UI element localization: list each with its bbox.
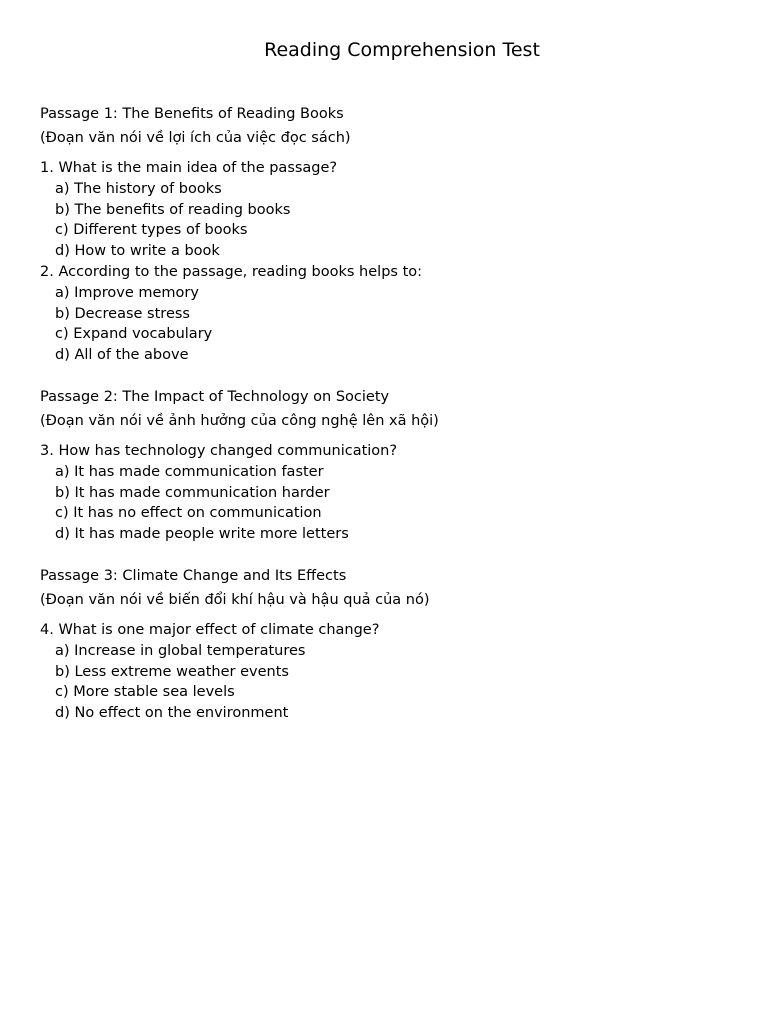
answer-option: a) The history of books <box>55 180 222 197</box>
passage-3 <box>40 564 740 724</box>
answer-option: d) How to write a book <box>55 243 220 260</box>
answer-option: c) More stable sea levels <box>55 684 235 701</box>
answer-option: b) The benefits of reading books <box>55 201 291 218</box>
passage-note: (Đoạn văn nói về biến đổi khí hậu và hậu quả của nó) <box>40 592 430 608</box>
question-list <box>40 158 740 366</box>
passage-2 <box>40 385 740 545</box>
answer-option: a) Improve memory <box>55 284 199 301</box>
answer-option: d) All of the above <box>55 347 189 364</box>
question-list <box>40 620 740 724</box>
page-title: Reading Comprehension Test <box>264 39 540 61</box>
answer-option: b) Less extreme weather events <box>55 663 289 680</box>
passage-note: (Đoạn văn nói về ảnh hưởng của công nghệ lên xã hội) <box>40 413 439 429</box>
passage-heading: Passage 2: The Impact of Technology on Society <box>40 389 390 405</box>
answer-option: a) Increase in global temperatures <box>55 642 306 659</box>
answer-option: b) Decrease stress <box>55 305 190 322</box>
answer-option: b) It has made communication harder <box>55 484 330 501</box>
answer-option: d) No effect on the environment <box>55 705 289 722</box>
answer-option: c) Expand vocabulary <box>55 326 213 343</box>
question-3: 3. How has technology changed communication? <box>40 443 398 459</box>
answer-option: a) It has made communication faster <box>55 463 324 480</box>
passage-note: (Đoạn văn nói về lợi ích của việc đọc sách) <box>40 130 351 146</box>
answer-option: c) Different types of books <box>55 222 248 239</box>
answer-option: d) It has made people write more letters <box>55 526 349 543</box>
passage-heading: Passage 3: Climate Change and Its Effects <box>40 568 347 584</box>
question-2: 2. According to the passage, reading books helps to: <box>40 263 423 280</box>
question-4: 4. What is one major effect of climate change? <box>40 622 380 638</box>
question-list <box>40 441 740 545</box>
answer-option: c) It has no effect on communication <box>55 505 322 522</box>
passage-1 <box>40 102 740 366</box>
passage-heading: Passage 1: The Benefits of Reading Books <box>40 106 344 122</box>
question-1: 1. What is the main idea of the passage? <box>40 160 338 176</box>
